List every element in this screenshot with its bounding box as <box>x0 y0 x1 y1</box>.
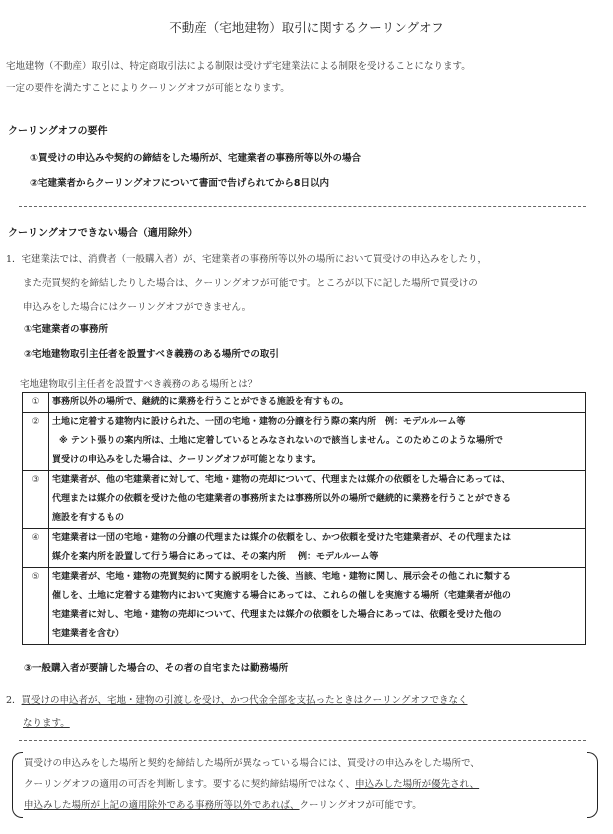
row-text <box>49 393 586 413</box>
note-text-underlined: 申込みした場所が優先され、 <box>355 779 480 790</box>
row-number: ④ <box>23 529 49 568</box>
row-line: 土地に定着する建物内に設けられた、一団の宅地・建物の分譲を行う際の案内所 例：モデルルーム等 <box>52 417 466 427</box>
note-line: 買受けの申込みをした場所と契約を締結した場所が異なっている場合には、買受けの申込みをした場所で、 <box>24 758 480 769</box>
row-line: 施設を有するもの <box>52 513 125 523</box>
exclusions-paragraph-2 <box>6 689 467 735</box>
note-text-underlined: 申込みした場所が上記の適用除外である事務所等以外であれば、 <box>24 800 300 811</box>
row-line: 宅建業者が、他の宅建業者に対して、宅地・建物の売却について、代理または媒介の依頼をした場合にあっては、 <box>52 475 511 485</box>
row-line: 媒介を案内所を設置して行う場合にあっては、その案内所 例：モデルルーム等 <box>52 552 379 562</box>
exclusions-heading: クーリングオフできない場合（適用除外） <box>8 228 198 239</box>
row-note-line: 買受けの申込みをした場合は、クーリングオフが可能となります。 <box>52 455 321 465</box>
table-label: 宅地建物取引主任者を設置すべき義務のある場所とは？ <box>20 379 258 390</box>
intro-line-1: 宅地建物（不動産）取引は、特定商取引法による制限は受けず宅建業法による制限を受けることになります。 <box>6 61 471 72</box>
excluded-place-1: ①宅建業者の事務所 <box>24 324 109 335</box>
paragraph-line: 1．宅建業法では、消費者（一般購入者）が、宅建業者の事務所等以外の場所において買受けの申込みをしたり， <box>6 254 488 265</box>
row-line: 宅建業者に対し、宅地・建物の売却について、代理または媒介の依頼をした場合にあっては、依頼を受けた他の <box>52 610 502 620</box>
requirement-item-2: ②宅建業者からクーリングオフについて書面で告げられてから8日以内 <box>30 178 329 189</box>
page-title: 不動産（宅地建物）取引に関するクーリングオフ <box>169 20 444 35</box>
paragraph-prefix: 2． <box>6 695 22 706</box>
table-row <box>23 413 586 471</box>
row-line: 宅建業者が、宅地・建物の売買契約に関する説明をした後、当該、宅地・建物に関し、展示会その他これに類する <box>52 572 512 582</box>
row-line: 事務所以外の場所で、継続的に業務を行うことができる施設を有すもの。 <box>52 397 349 407</box>
paragraph-line: 申込みをした場合にはクーリングオフができません。 <box>23 302 252 313</box>
note-text: クーリングオフの適用の可否を判断します。要するに契約締結場所ではなく、 <box>24 779 356 790</box>
excluded-place-3: ③一般購入者が要請した場合の、その者の自宅または勤務場所 <box>24 663 289 674</box>
divider <box>19 206 586 207</box>
table-row <box>23 568 586 645</box>
note-text: クーリングオフが可能です。 <box>299 800 422 811</box>
requirements-heading: クーリングオフの要件 <box>8 126 108 137</box>
exclusions-paragraph-1 <box>6 248 487 320</box>
row-text <box>49 568 586 645</box>
row-line: 宅建業者を含む） <box>52 629 125 639</box>
paragraph-line: また売買契約を締結したりした場合は、クーリングオフが可能です。ところが以下に記した場所で買受けの <box>23 278 478 289</box>
table-row <box>23 471 586 529</box>
note-line <box>24 795 480 816</box>
requirement-item-1: ①買受けの申込みや契約の締結をした場所が、宅建業者の事務所等以外の場合 <box>30 153 362 164</box>
divider <box>19 740 586 741</box>
right-bracket <box>587 752 598 818</box>
places-table <box>22 392 586 645</box>
row-number: ③ <box>23 471 49 529</box>
paragraph-line-underlined: 買受けの申込者が、宅地・建物の引渡しを受け、かつ代金全部を支払ったときはクーリングオフできなく <box>21 695 468 706</box>
row-line: 宅建業者は一団の宅地・建物の分譲の代理または媒介の依頼をし、かつ依頼を受けた宅建業者が、その代理または <box>52 533 512 543</box>
row-line: 代理または媒介の依頼を受けた他の宅建業者の事務所または事務所以外の場所で継続的に業務を行うことができる <box>52 494 512 504</box>
left-bracket <box>12 752 23 818</box>
note-line <box>24 774 480 795</box>
row-text <box>49 413 586 471</box>
row-number: ① <box>23 393 49 413</box>
row-line: 催しを、土地に定着する建物内において実施する場合にあっては、これらの催しを実施する場所（宅建業者が他の <box>52 591 511 601</box>
paragraph-line-underlined: なります。 <box>23 718 70 729</box>
table-row <box>23 529 586 568</box>
bracket-note <box>12 752 598 822</box>
excluded-place-2: ②宅地建物取引主任者を設置すべき義務のある場所での取引 <box>24 349 279 360</box>
intro-line-2: 一定の要件を満たすことによりクーリングオフが可能となります。 <box>6 83 290 94</box>
row-text <box>49 529 586 568</box>
bracket-note-text <box>24 753 480 816</box>
row-note-line: ※ テント張りの案内所は、土地に定着しているとみなされないので該当しません。このためこのような場所で <box>59 436 503 446</box>
row-number: ⑤ <box>23 568 49 645</box>
row-text <box>49 471 586 529</box>
row-number: ② <box>23 413 49 471</box>
table-row <box>23 393 586 413</box>
